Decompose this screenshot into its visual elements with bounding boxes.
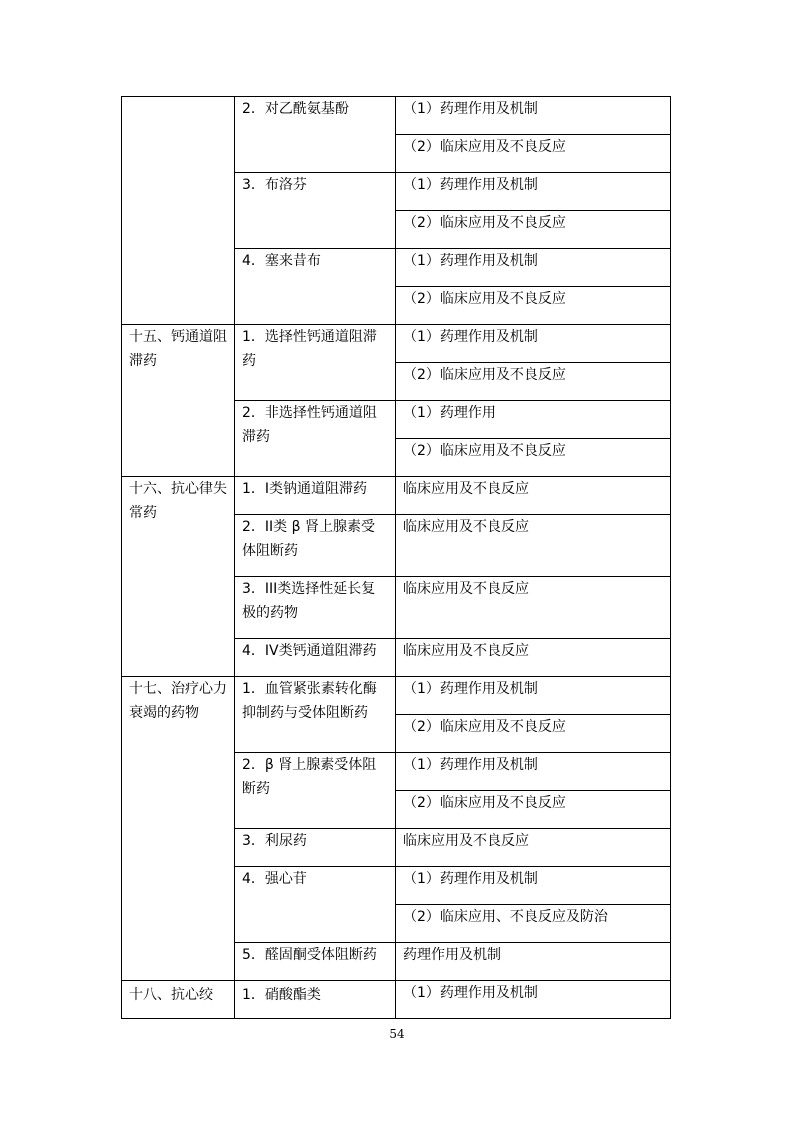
item-cell: （1）药理作用及机制 — [396, 981, 671, 1019]
topic-cell: 4．强心苷 — [235, 867, 396, 943]
item-cell: （1）药理作用及机制 — [396, 677, 671, 715]
item-cell: 临床应用及不良反应 — [396, 515, 671, 577]
item-cell: 临床应用及不良反应 — [396, 577, 671, 639]
table-row — [122, 325, 671, 363]
unit-cell: 十六、抗心律失常药 — [122, 477, 235, 677]
topic-cell: 2．非选择性钙通道阻滞药 — [235, 401, 396, 477]
item-cell: （2）临床应用及不良反应 — [396, 439, 671, 477]
topic-cell: 2．II类 β 肾上腺素受体阻断药 — [235, 515, 396, 577]
syllabus-table — [121, 96, 671, 1019]
item-cell: （2）临床应用及不良反应 — [396, 135, 671, 173]
page-number: 54 — [389, 1027, 405, 1041]
topic-cell: 2．对乙酰氨基酚 — [235, 97, 396, 173]
item-cell: （1）药理作用及机制 — [396, 97, 671, 135]
topic-cell: 4．塞来昔布 — [235, 249, 396, 325]
item-cell: （1）药理作用 — [396, 401, 671, 439]
topic-cell: 3．III类选择性延长复极的药物 — [235, 577, 396, 639]
topic-cell: 2．β 肾上腺素受体阻断药 — [235, 753, 396, 829]
item-cell: （1）药理作用及机制 — [396, 867, 671, 905]
unit-cell — [122, 97, 235, 325]
item-cell: 临床应用及不良反应 — [396, 829, 671, 867]
table-row — [122, 97, 671, 135]
item-cell: （2）临床应用及不良反应 — [396, 211, 671, 249]
item-cell: （1）药理作用及机制 — [396, 753, 671, 791]
topic-cell: 1．血管紧张素转化酶抑制药与受体阻断药 — [235, 677, 396, 753]
unit-cell: 十七、治疗心力衰竭的药物 — [122, 677, 235, 981]
unit-cell: 十五、钙通道阻滞药 — [122, 325, 235, 477]
table-row — [122, 677, 671, 715]
item-cell: （1）药理作用及机制 — [396, 173, 671, 211]
unit-cell: 十八、抗心绞 — [122, 981, 235, 1019]
item-cell: 临床应用及不良反应 — [396, 477, 671, 515]
item-cell: 药理作用及机制 — [396, 943, 671, 981]
topic-cell: 1．硝酸酯类 — [235, 981, 396, 1019]
item-cell: （2）临床应用及不良反应 — [396, 715, 671, 753]
item-cell: 临床应用及不良反应 — [396, 639, 671, 677]
topic-cell: 4．IV类钙通道阻滞药 — [235, 639, 396, 677]
topic-cell: 3．利尿药 — [235, 829, 396, 867]
item-cell: （1）药理作用及机制 — [396, 325, 671, 363]
item-cell: （2）临床应用、不良反应及防治 — [396, 905, 671, 943]
item-cell: （2）临床应用及不良反应 — [396, 287, 671, 325]
item-cell: （2）临床应用及不良反应 — [396, 791, 671, 829]
table-row — [122, 981, 671, 1019]
topic-cell: 1．I类钠通道阻滞药 — [235, 477, 396, 515]
table-row — [122, 477, 671, 515]
item-cell: （1）药理作用及机制 — [396, 249, 671, 287]
item-cell: （2）临床应用及不良反应 — [396, 363, 671, 401]
topic-cell: 3．布洛芬 — [235, 173, 396, 249]
topic-cell: 5．醛固酮受体阻断药 — [235, 943, 396, 981]
topic-cell: 1．选择性钙通道阻滞药 — [235, 325, 396, 401]
